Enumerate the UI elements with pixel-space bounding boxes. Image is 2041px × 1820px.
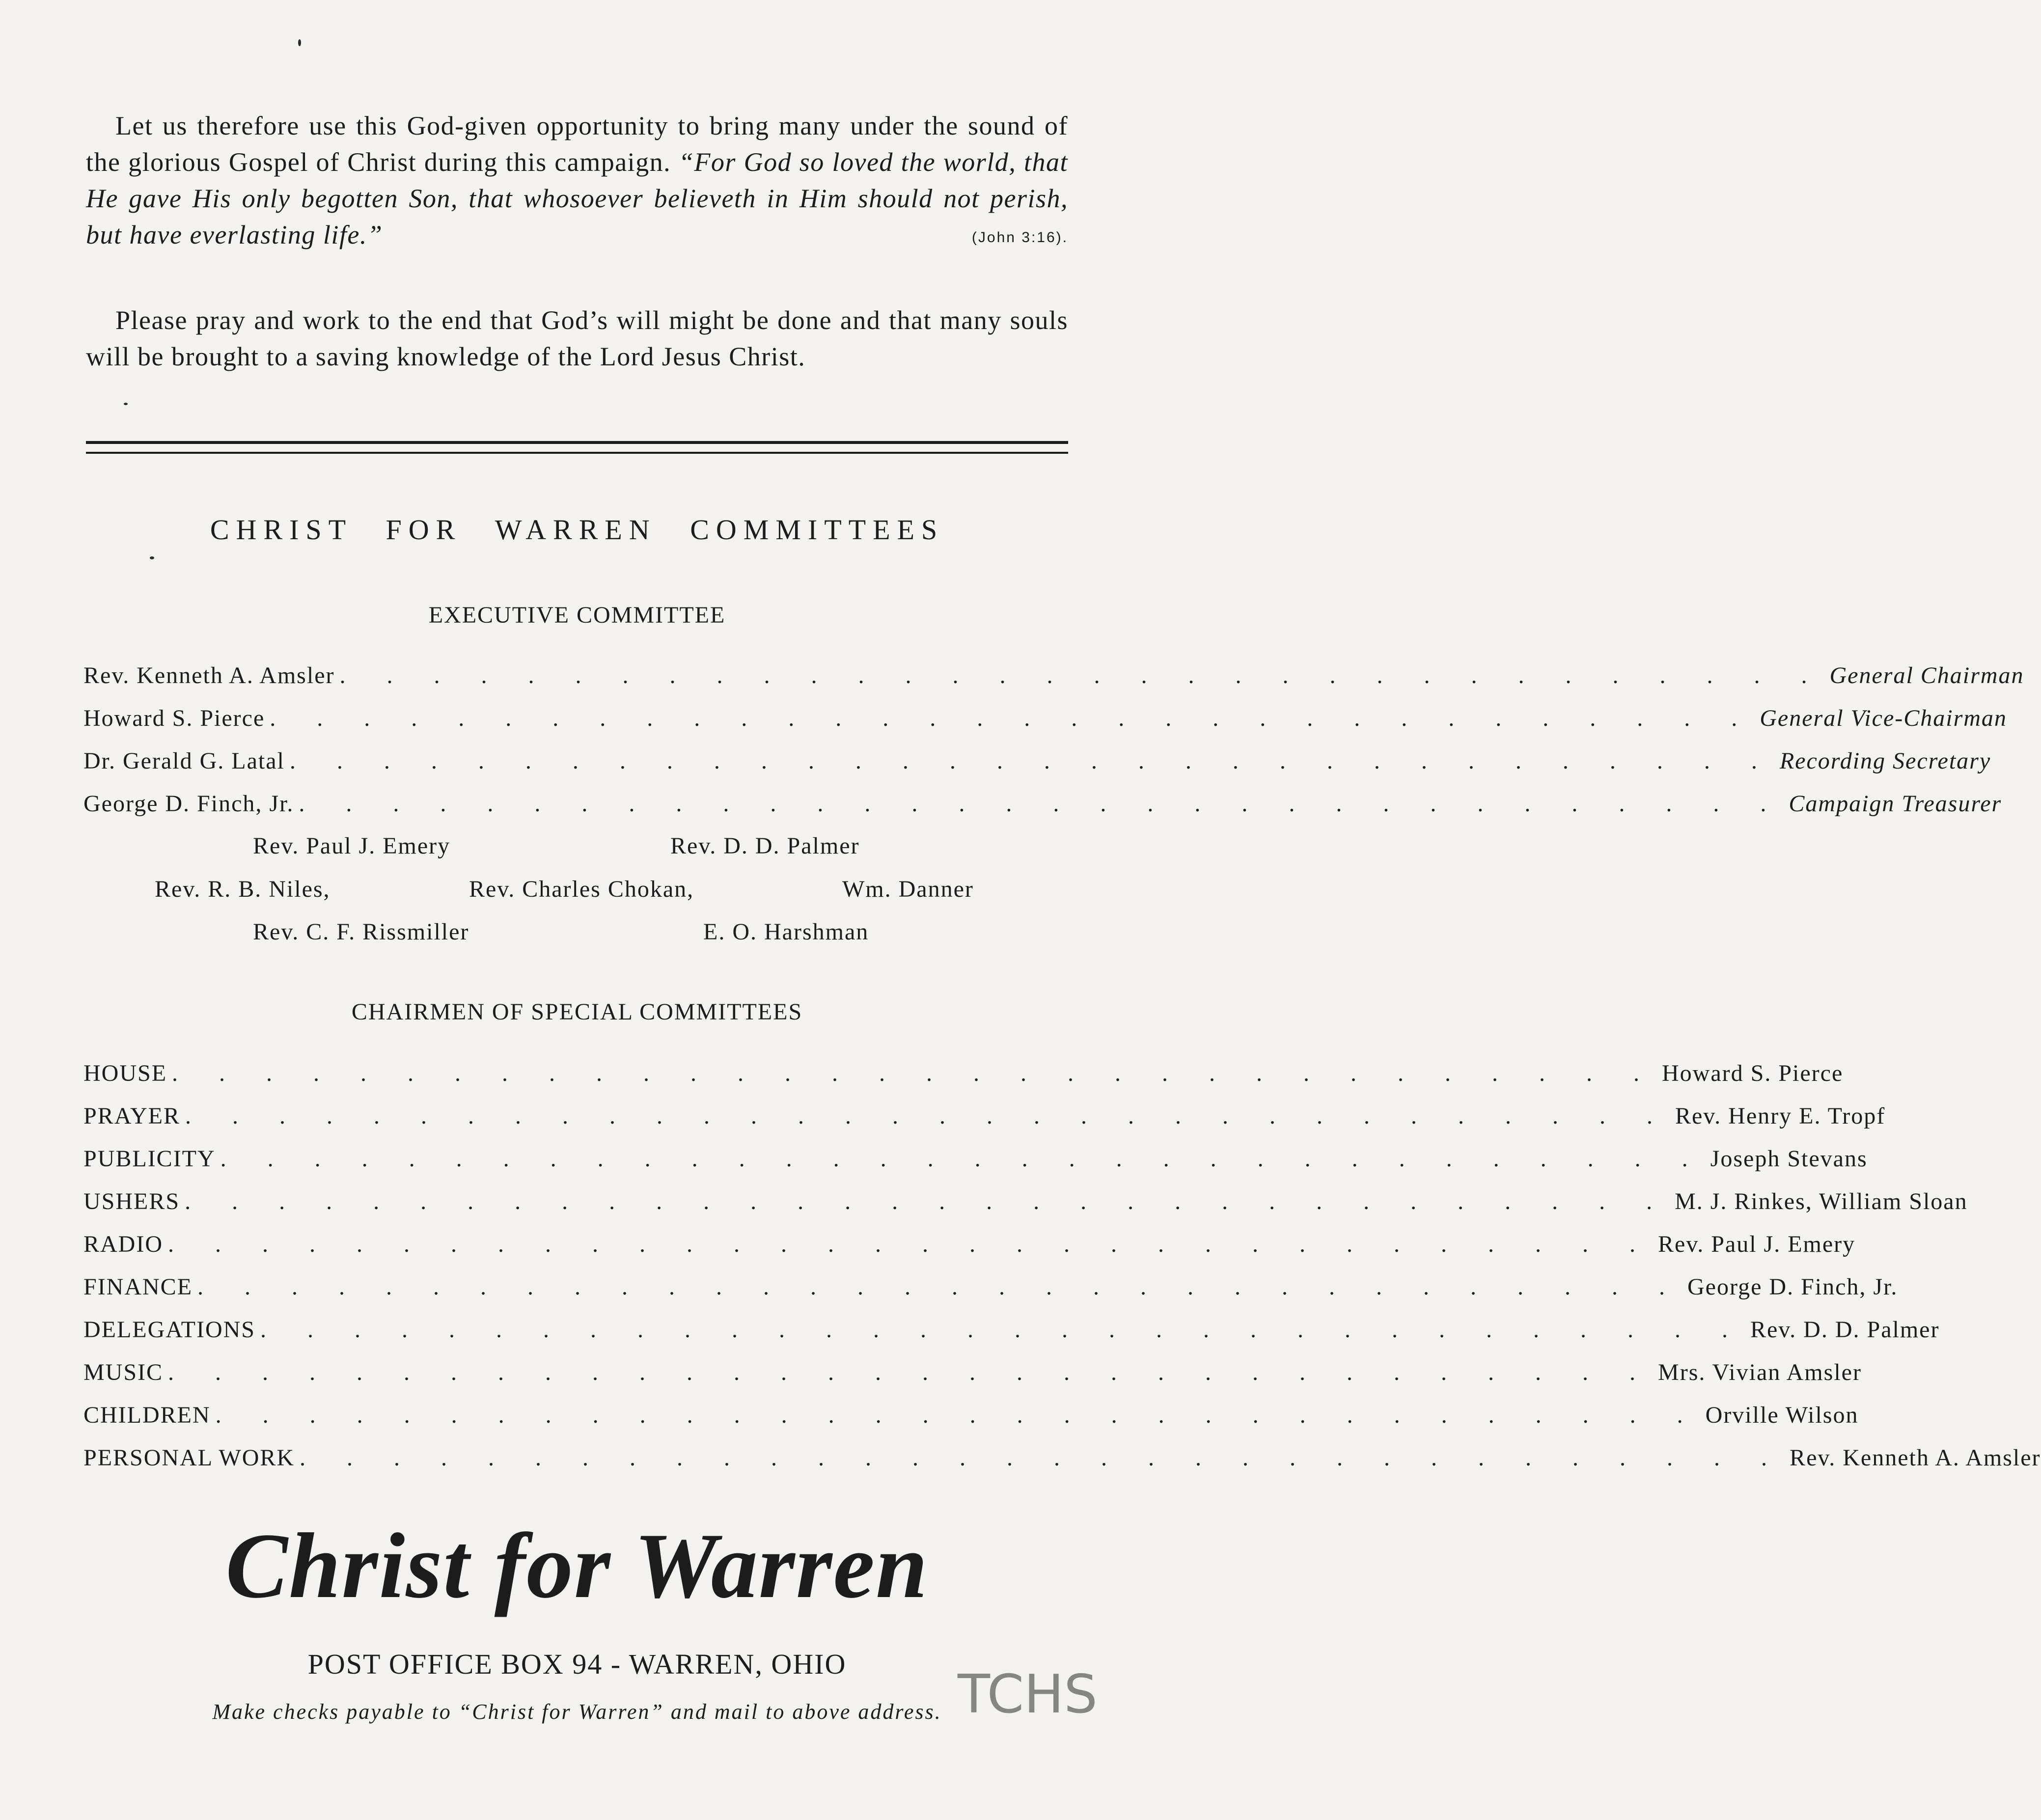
committee-name: FINANCE: [83, 1274, 193, 1300]
leader-dots: . . . . . . . . . . . . . . . . . . . . . . . . . . . . . . . .: [168, 1359, 1654, 1385]
executive-member: Rev. C. F. Rissmiller: [253, 919, 469, 945]
committee-chair: Mrs. Vivian Amsler: [1658, 1359, 1862, 1385]
executive-member: Rev. Paul J. Emery: [253, 833, 451, 859]
payment-note: Make checks payable to “Christ for Warren” and mail to above address.: [212, 1700, 942, 1724]
intro-paragraph: [86, 108, 1068, 256]
mailing-address: POST OFFICE BOX 94 - WARREN, OHIO: [307, 1648, 847, 1680]
officer-name: Rev. Kenneth A. Amsler: [83, 662, 335, 689]
officer-name: George D. Finch, Jr.: [83, 791, 294, 817]
special-committee-row: [83, 1444, 2041, 1474]
leader-dots: . . . . . . . . . . . . . . . . . . . . . . . . . . . . . . . .: [215, 1402, 1701, 1428]
committee-chair: Rev. Henry E. Tropf: [1675, 1103, 1886, 1129]
committee-chair: Rev. Paul J. Emery: [1658, 1231, 1856, 1257]
committee-name: CHILDREN: [83, 1402, 211, 1428]
committee-chair: Rev. D. D. Palmer: [1750, 1317, 1940, 1343]
executive-member: E. O. Harshman: [703, 919, 869, 945]
special-committee-row: [83, 1231, 1856, 1260]
print-speck: [150, 556, 154, 559]
leader-dots: . . . . . . . . . . . . . . . . . . . . . . . . . . . . . . . .: [220, 1146, 1706, 1172]
committee-chair: M. J. Rinkes, William Sloan: [1675, 1188, 1968, 1214]
committees-title: CHRIST FOR WARREN COMMITTEES: [210, 514, 944, 546]
special-committee-row: [83, 1359, 1862, 1388]
committee-name: USHERS: [83, 1188, 180, 1214]
divider-rule-bottom: [86, 452, 1068, 454]
officer-row: [83, 790, 2002, 820]
officer-row: [83, 705, 2007, 734]
leader-dots: . . . . . . . . . . . . . . . . . . . . . . . . . . . . . . . .: [289, 748, 1775, 774]
leader-dots: . . . . . . . . . . . . . . . . . . . . . . . . . . . . . . . .: [299, 791, 1784, 817]
executive-committee-heading: EXECUTIVE COMMITTEE: [428, 602, 726, 628]
leader-dots: . . . . . . . . . . . . . . . . . . . . . . . . . . . . . . . .: [185, 1188, 1670, 1214]
special-committee-row: [83, 1316, 1940, 1346]
leader-dots: . . . . . . . . . . . . . . . . . . . . . . . . . . . . . . . .: [197, 1274, 1683, 1300]
officer-role: Recording Secretary: [1779, 748, 1991, 774]
committee-name: PUBLICITY: [83, 1146, 216, 1172]
committee-name: DELEGATIONS: [83, 1317, 255, 1343]
special-committee-row: [83, 1145, 1868, 1175]
special-committee-row: [83, 1273, 1898, 1303]
committee-chair: Orville Wilson: [1705, 1402, 1859, 1428]
committee-chair: Joseph Stevans: [1710, 1146, 1868, 1172]
committee-chair: George D. Finch, Jr.: [1687, 1274, 1898, 1300]
executive-member: Rev. D. D. Palmer: [670, 833, 860, 859]
scripture-reference: (John 3:16).: [971, 229, 1068, 246]
special-committee-row: [83, 1060, 1844, 1089]
leader-dots: . . . . . . . . . . . . . . . . . . . . . . . . . . . . . . . .: [172, 1060, 1657, 1086]
leader-dots: . . . . . . . . . . . . . . . . . . . . . . . . . . . . . . . .: [168, 1231, 1653, 1257]
executive-member: Rev. R. B. Niles,: [155, 876, 331, 902]
christ-for-warren-logo: Christ for Warren: [225, 1515, 929, 1618]
leader-dots: . . . . . . . . . . . . . . . . . . . . . . . . . . . . . . . .: [260, 1317, 1745, 1343]
print-speck: [298, 39, 301, 46]
officer-name: Howard S. Pierce: [83, 705, 265, 731]
special-committee-row: [83, 1103, 1886, 1132]
officer-role: General Vice-Chairman: [1760, 705, 2007, 731]
executive-member: Rev. Charles Chokan,: [469, 876, 694, 902]
prayer-paragraph: [86, 302, 1068, 375]
special-committees-heading: CHAIRMEN OF SPECIAL COMMITTEES: [351, 999, 803, 1025]
officer-row: [83, 662, 2024, 691]
committee-name: PERSONAL WORK: [83, 1445, 295, 1471]
special-committee-row: [83, 1188, 1968, 1217]
leader-dots: . . . . . . . . . . . . . . . . . . . . . . . . . . . . . . . .: [300, 1445, 1785, 1471]
scripture-quote: “For God so loved the world, that He gave His only begotten Son, that whosoever believeth in Him should not perish, but have everlasting life.”: [86, 147, 1068, 249]
leader-dots: . . . . . . . . . . . . . . . . . . . . . . . . . . . . . . . .: [270, 705, 1755, 731]
tchs-watermark: TCHS: [958, 1664, 1098, 1725]
print-speck: [124, 403, 128, 405]
committee-name: MUSIC: [83, 1359, 164, 1385]
leader-dots: . . . . . . . . . . . . . . . . . . . . . . . . . . . . . . . .: [339, 662, 1825, 689]
committee-name: HOUSE: [83, 1060, 167, 1086]
officer-role: General Chairman: [1829, 662, 2024, 689]
prayer-paragraph-text: Please pray and work to the end that God’s will might be done and that many souls will be brought to a saving knowledge of the Lord Jesus Christ.: [86, 305, 1068, 371]
divider-rule-top: [86, 441, 1068, 444]
officer-name: Dr. Gerald G. Latal: [83, 748, 285, 774]
committee-chair: Howard S. Pierce: [1662, 1060, 1844, 1086]
committee-chair: Rev. Kenneth A. Amsler: [1790, 1445, 2041, 1471]
committee-name: PRAYER: [83, 1103, 180, 1129]
leader-dots: . . . . . . . . . . . . . . . . . . . . . . . . . . . . . . . .: [185, 1103, 1670, 1129]
intro-paragraph-text: Let us therefore use this God-given opportunity to bring many under the sound of the glorious Gospel of Christ during this campaign.: [86, 111, 1068, 177]
officer-role: Campaign Treasurer: [1789, 791, 2002, 817]
executive-member: Wm. Danner: [842, 876, 974, 902]
special-committee-row: [83, 1402, 1859, 1431]
officer-row: [83, 747, 1991, 777]
committee-name: RADIO: [83, 1231, 163, 1257]
